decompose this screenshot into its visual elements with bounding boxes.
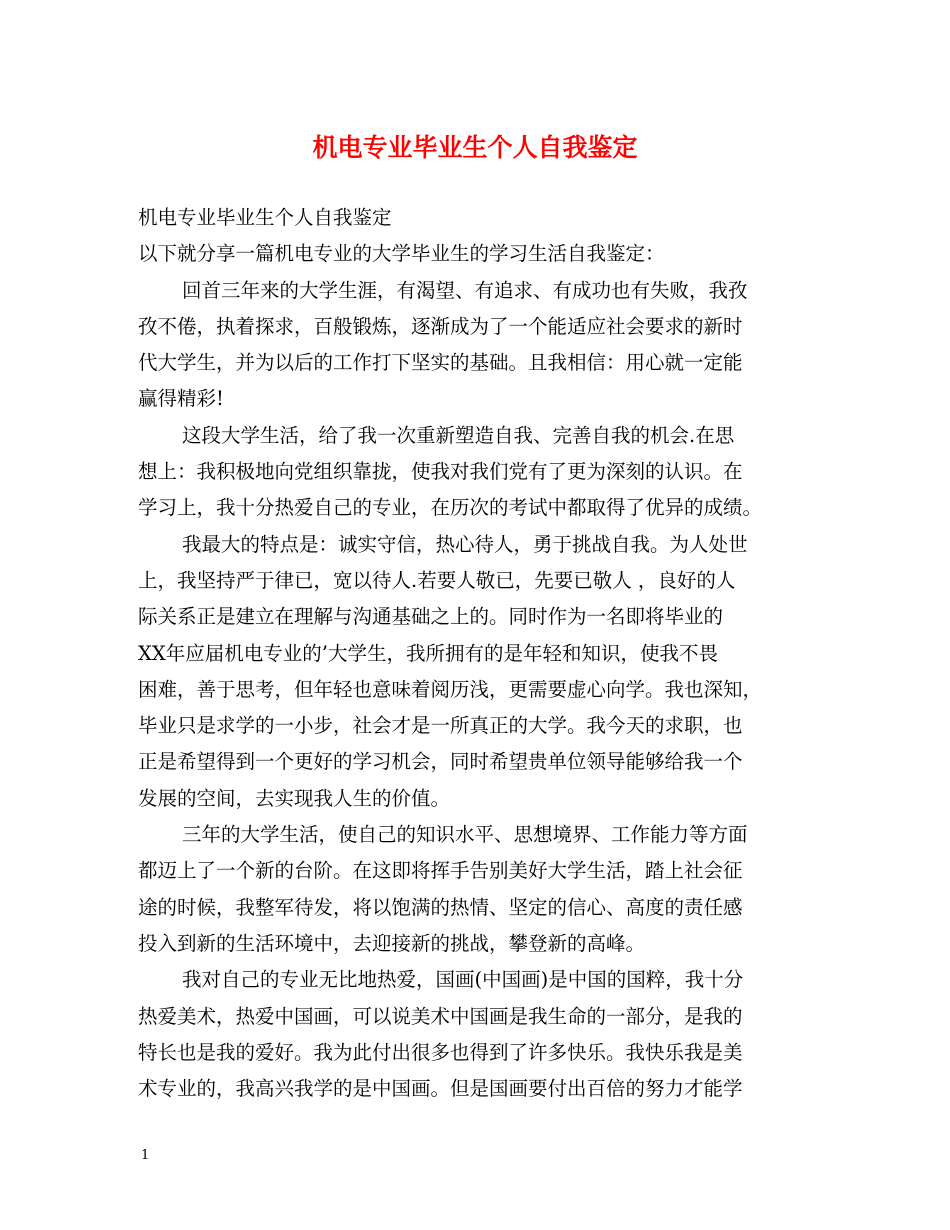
text-line: 机电专业毕业生个人自我鉴定: [138, 206, 392, 229]
text-line: 以下就分享一篇机电专业的大学毕业生的学习生活自我鉴定：: [138, 242, 665, 266]
text-line: 回首三年来的大学生涯，有渴望、有追求、有成功也有失败，我孜: [182, 278, 748, 302]
text-line: 际关系正是建立在理解与沟通基础之上的。同时作为一名即将毕业的: [138, 605, 724, 629]
text-line: 三年的大学生活，使自己的知识水平、思想境界、工作能力等方面: [182, 823, 748, 847]
text-line: 困难，善于思考，但年轻也意味着阅历浅，更需要虚心向学。我也深知，: [138, 677, 763, 701]
text-line: 我对自己的专业无比地热爱，国画(中国画)是中国的国粹，我十分: [182, 968, 744, 992]
text-line: 都迈上了一个新的台阶。在这即将挥手告别美好大学生活，踏上社会征: [138, 859, 743, 883]
text-line: 学习上，我十分热爱自己的专业，在历次的考试中都取得了优异的成绩。: [138, 496, 763, 520]
text-line: 特长也是我的爱好。我为此付出很多也得到了许多快乐。我快乐我是美: [138, 1040, 743, 1064]
text-line: 热爱美术，热爱中国画，可以说美术中国画是我生命的一部分，是我的: [138, 1004, 743, 1028]
text-line: 毕业只是求学的一小步，社会才是一所真正的大学。我今天的求职，也: [138, 714, 743, 738]
document-title: 机电专业毕业生个人自我鉴定: [312, 133, 638, 162]
text-line: 代大学生，并为以后的工作打下坚实的基础。且我相信：用心就一定能: [138, 351, 743, 375]
text-line: XX年应届机电专业的’大学生，我所拥有的是年轻和知识，使我不畏: [138, 641, 718, 665]
text-line: 术专业的，我高兴我学的是中国画。但是国画要付出百倍的努力才能学: [138, 1077, 743, 1101]
text-line: 孜不倦，执着探求，百般锻炼，逐渐成为了一个能适应社会要求的新时: [138, 314, 743, 338]
text-line: 这段大学生活，给了我一次重新塑造自我、完善自我的机会.在思: [182, 423, 735, 447]
text-line: 想上：我积极地向党组织靠拢，使我对我们党有了更为深刻的认识。在: [138, 460, 743, 484]
text-line: 上，我坚持严于律已，宽以待人.若要人敬已，先要已敬人 ，良好的人: [138, 568, 736, 592]
text-line: 正是希望得到一个更好的学习机会，同时希望贵单位领导能够给我一个: [138, 750, 743, 774]
text-line: 发展的空间，去实现我人生的价值。: [138, 786, 451, 810]
document-body: [138, 200, 818, 1107]
text-line: 投入到新的生活环境中，去迎接新的挑战，攀登新的高峰。: [138, 931, 646, 955]
text-line: 我最大的特点是：诚实守信，热心待人，勇于挑战自我。为人处世: [182, 532, 748, 556]
text-line: 途的时候，我整军待发，将以饱满的热情、坚定的信心、高度的责任感: [138, 895, 743, 919]
text-line: 赢得精彩!: [138, 387, 224, 411]
page-number: 1: [141, 1148, 150, 1163]
